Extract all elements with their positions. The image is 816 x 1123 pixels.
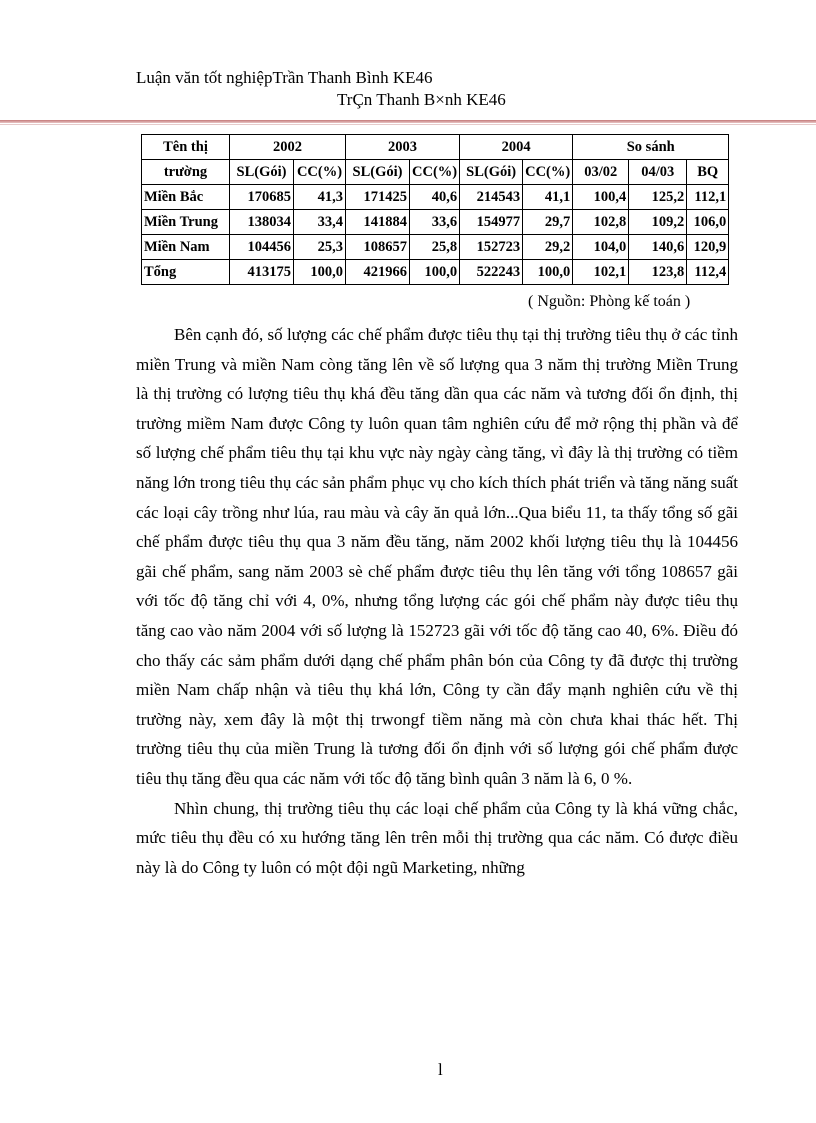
value-cell: 109,2	[629, 210, 687, 235]
table-source-note: ( Nguồn: Phòng kế toán )	[528, 293, 691, 310]
subheader-cell: 04/03	[629, 160, 687, 185]
value-cell: 120,9	[687, 235, 729, 260]
value-cell: 102,8	[573, 210, 629, 235]
year-header-2004: 2004	[460, 135, 573, 160]
value-cell: 141884	[346, 210, 410, 235]
market-table	[141, 134, 729, 285]
market-header-cell-2: trường	[142, 160, 230, 185]
table-row	[142, 210, 729, 235]
header-line-2: TrÇn Thanh B×nh KE46	[337, 90, 506, 109]
value-cell: 25,3	[294, 235, 346, 260]
value-cell: 100,0	[523, 260, 573, 285]
subheader-cell: SL(Gói)	[346, 160, 410, 185]
market-cell: Miền Nam	[142, 235, 230, 260]
header-line-1: Luận văn tốt nghiệpTrần Thanh Bình KE46	[136, 68, 433, 87]
market-cell: Miền Trung	[142, 210, 230, 235]
value-cell: 29,2	[523, 235, 573, 260]
value-cell: 112,1	[687, 185, 729, 210]
compare-header: So sánh	[573, 135, 729, 160]
value-cell: 100,0	[294, 260, 346, 285]
subheader-cell: 03/02	[573, 160, 629, 185]
value-cell: 100,0	[410, 260, 460, 285]
header-divider	[0, 120, 816, 123]
market-cell: Miền Bắc	[142, 185, 230, 210]
value-cell: 421966	[346, 260, 410, 285]
value-cell: 413175	[230, 260, 294, 285]
subheader-cell: BQ	[687, 160, 729, 185]
header-divider-thin	[0, 124, 816, 125]
value-cell: 33,4	[294, 210, 346, 235]
value-cell: 522243	[460, 260, 523, 285]
value-cell: 41,1	[523, 185, 573, 210]
value-cell: 33,6	[410, 210, 460, 235]
value-cell: 171425	[346, 185, 410, 210]
subheader-cell: CC(%)	[523, 160, 573, 185]
value-cell: 112,4	[687, 260, 729, 285]
value-cell: 138034	[230, 210, 294, 235]
value-cell: 154977	[460, 210, 523, 235]
subheader-cell: SL(Gói)	[230, 160, 294, 185]
value-cell: 214543	[460, 185, 523, 210]
value-cell: 123,8	[629, 260, 687, 285]
value-cell: 170685	[230, 185, 294, 210]
value-cell: 152723	[460, 235, 523, 260]
table-header-row	[142, 135, 729, 160]
value-cell: 100,4	[573, 185, 629, 210]
year-header-2002: 2002	[230, 135, 346, 160]
body-text	[136, 320, 738, 882]
table-total-row	[142, 260, 729, 285]
value-cell: 41,3	[294, 185, 346, 210]
value-cell: 106,0	[687, 210, 729, 235]
page-number: l	[438, 1060, 443, 1079]
value-cell: 29,7	[523, 210, 573, 235]
value-cell: 104456	[230, 235, 294, 260]
market-cell: Tổng	[142, 260, 230, 285]
value-cell: 108657	[346, 235, 410, 260]
subheader-cell: CC(%)	[294, 160, 346, 185]
table-row	[142, 235, 729, 260]
subheader-cell: CC(%)	[410, 160, 460, 185]
paragraph: Bên cạnh đó, số lượng các chế phẩm được tiêu thụ tại thị trường tiêu thụ ở các tỉnh miền Trung và miền Nam còng tăng lên về số lượng qua 3 năm thị trường Miền Trung là thị trường có lượng tiêu thụ khá đều tăng dần qua các năm và tương đối ổn định, thị trường miềm Nam được Công ty luôn quan tâm nghiên cứu để mở rộng thị phần và để số lượng chế phẩm tiêu thụ tại khu vực này ngày càng tăng, vì đây là thị trường có tiềm năng lớn trong tiêu thụ các sản phẩm phục vụ cho kích thích phát triển và tăng năng suất các loại cây trồng như lúa, rau màu và cây ăn quả lớn...Qua biểu 11, ta thấy tổng số gãi chế phẩm được tiêu thụ qua 3 năm đều tăng, năm 2002 khối lượng tiêu thụ là 104456 gãi chế phẩm, sang năm 2003 sè chế phẩm được tiêu thụ lên tăng với tổng 108657 gãi với tốc độ tăng chỉ với 4, 0%, nhưng tổng lượng các gói chế phẩm này được tiêu thụ tăng cao vào năm 2004 với số lượng là 152723 gãi với tốc độ tăng cao 40, 6%. Điều đó cho thấy các sảm phẩm dưới dạng chế phẩm phân bón của Công ty đã được thị trường miền Nam chấp nhận và tiêu thụ khá lớn, Công ty cần đẩy mạnh nghiên cứu về thị trường này, xem đây là một thị trwongf tiềm năng mà còn chưa khai thác hết. Thị trường tiêu thụ của miền Trung là tương đối ổn định với số lượng gói chế phẩm được tiêu thụ tăng đều qua các năm với tốc độ tăng bình quân 3 năm là 6, 0 %.	[136, 325, 738, 788]
table-subheader-row	[142, 160, 729, 185]
table-row	[142, 185, 729, 210]
value-cell: 25,8	[410, 235, 460, 260]
value-cell: 140,6	[629, 235, 687, 260]
value-cell: 104,0	[573, 235, 629, 260]
value-cell: 125,2	[629, 185, 687, 210]
year-header-2003: 2003	[346, 135, 460, 160]
paragraph: Nhìn chung, thị trường tiêu thụ các loại chế phẩm của Công ty là khá vững chắc, mức tiêu thụ đều có xu hướng tăng lên trên mỗi thị trường qua các năm. Có được điều này là do Công ty luôn có một đội ngũ Marketing, những	[136, 798, 738, 877]
value-cell: 102,1	[573, 260, 629, 285]
market-header-cell: Tên thị	[142, 135, 230, 160]
subheader-cell: SL(Gói)	[460, 160, 523, 185]
value-cell: 40,6	[410, 185, 460, 210]
